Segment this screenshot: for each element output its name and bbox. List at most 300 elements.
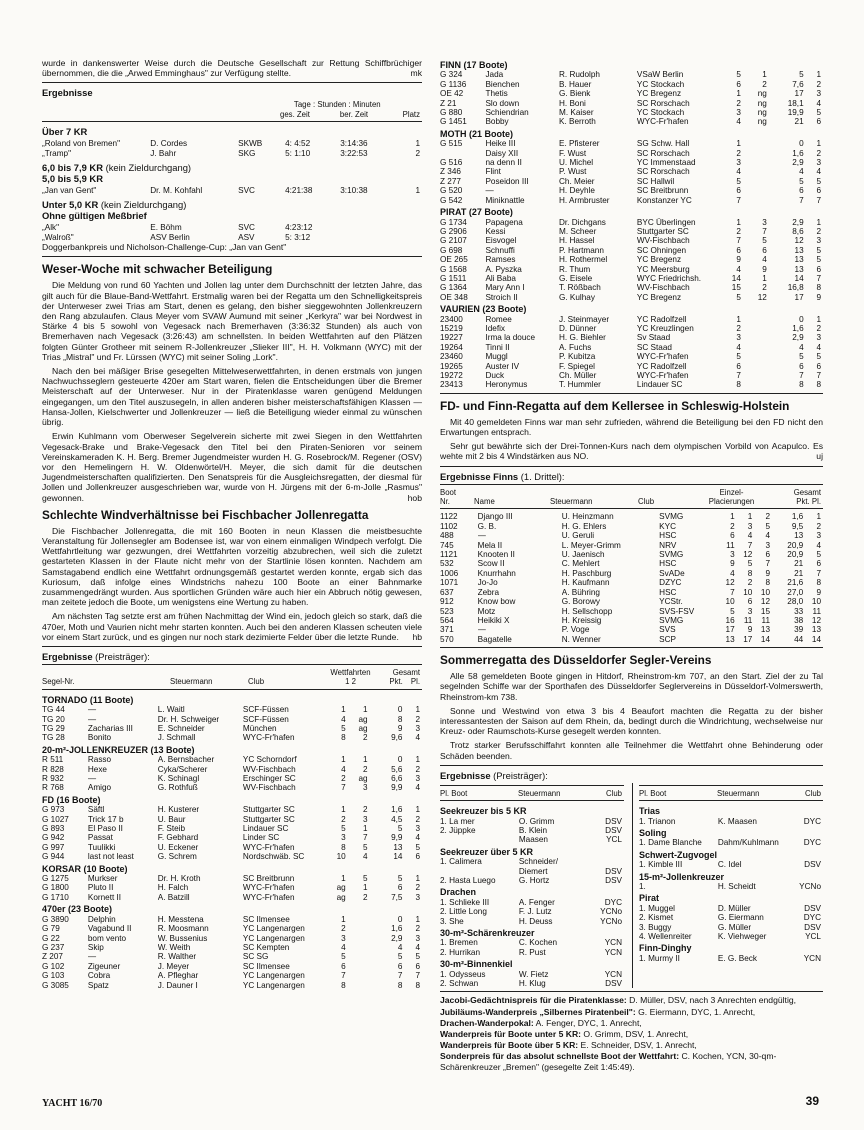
table-cell: 3 xyxy=(362,783,368,793)
class-header xyxy=(42,793,422,805)
prize-winner: D. Müller, DSV, nach 3 Anrechten endgültig, xyxy=(626,995,797,1006)
table-cell: 6 xyxy=(762,245,767,255)
table-cell: F. J. Lutz xyxy=(518,907,552,917)
table-row xyxy=(440,333,823,342)
table-cell xyxy=(743,167,769,176)
table-cell: 3 xyxy=(747,521,753,531)
table-cell: 1 xyxy=(816,70,821,80)
table-cell: 371 xyxy=(440,625,454,635)
table-cell: C. Mehlert xyxy=(561,559,600,569)
table-cell: 1,6 xyxy=(391,924,403,934)
table-cell: Pluto II xyxy=(87,883,114,893)
table-row xyxy=(440,898,624,907)
table-cell: YC Langenargen xyxy=(242,933,305,943)
table-cell: 2 xyxy=(362,764,368,774)
table-cell: 2 xyxy=(736,323,741,333)
table-cell: 1. xyxy=(639,882,646,891)
table-row xyxy=(440,559,823,568)
table-cell: SC Rorschach xyxy=(636,98,690,108)
table-cell: 3 xyxy=(816,89,821,99)
table-cell: 1121 xyxy=(440,550,458,560)
table-cell: 30-m²-Schärenkreuzer xyxy=(440,928,535,939)
table-cell: 6 xyxy=(816,361,821,371)
table-cell: H. Klug xyxy=(518,979,546,989)
table-cell: G 515 xyxy=(440,139,463,149)
table-cell: TG 20 xyxy=(42,714,65,724)
table-cell: HSC xyxy=(659,559,677,569)
table-cell: W. Bussenius xyxy=(157,933,208,943)
table-cell: 7 xyxy=(736,371,741,380)
table-cell: 16,8 xyxy=(787,283,804,293)
table-cell: 570 xyxy=(440,634,454,644)
table-cell: 7 xyxy=(415,971,420,981)
table-cell: SG Schw. Hall xyxy=(636,139,690,149)
table-cell: M. Kaiser xyxy=(559,108,594,118)
table-cell: 8 xyxy=(765,578,771,588)
intro-text: wurde in dankenswerter Weise durch die Deutsche Gesellschaft zur Rettung Schiffbrüchiger übernommen, die die „Arwed Emminghaus" zur Verfügung stellte. mk xyxy=(42,58,422,79)
table-cell: — xyxy=(87,952,97,962)
table-cell: H. Kusterer xyxy=(157,805,200,815)
table-cell: Dr. H. Schweiger xyxy=(157,714,220,724)
table-cell: 4 xyxy=(765,531,771,541)
table-cell: 4:23:12 xyxy=(285,223,313,233)
table-cell: Zebra xyxy=(477,587,500,597)
table-cell: NRV xyxy=(659,540,677,550)
table-cell: 9 xyxy=(765,568,771,578)
finn-header: Boot Einzel- Gesamt Nr. Name Steuermann Club Placierungen Pkt. Pl. xyxy=(440,487,821,507)
table-cell: 19264 xyxy=(440,342,463,352)
table-cell: 17 xyxy=(725,625,735,635)
table-cell: Knooten II xyxy=(477,550,515,560)
table-cell: 8 xyxy=(799,380,804,390)
prize-item xyxy=(440,1007,823,1017)
table-row xyxy=(42,783,422,792)
table-row xyxy=(440,177,823,186)
prize-item xyxy=(440,995,823,1005)
table-cell: YC Radolfzell xyxy=(636,314,687,324)
table-row xyxy=(440,979,624,988)
class-header xyxy=(440,845,624,857)
table-row xyxy=(440,167,823,176)
table-cell: U. Michel xyxy=(559,158,594,168)
class-header xyxy=(639,826,823,838)
table-cell: G. Borowy xyxy=(561,597,600,607)
table-cell: Ch. Müller xyxy=(559,371,597,380)
table-cell xyxy=(592,857,624,866)
table-row xyxy=(42,924,422,933)
table-cell: WYC-Fr'hafen xyxy=(242,892,295,902)
table-cell: ag xyxy=(358,723,368,733)
table-row xyxy=(440,274,823,283)
table-cell: A. Bühring xyxy=(561,587,600,597)
table-cell: Kessi xyxy=(485,226,506,236)
table-cell: G 1800 xyxy=(42,883,69,893)
table-cell: 6 xyxy=(747,597,753,607)
table-cell: 7,5 xyxy=(391,892,403,902)
table-cell: 1 xyxy=(362,824,368,834)
page-number: 39 xyxy=(805,1094,819,1108)
table-cell: SC Hallwil xyxy=(636,176,675,186)
table-cell: 1 xyxy=(415,914,420,924)
table-cell: PIRAT (27 Boote) xyxy=(440,207,513,218)
table-cell: SC Ilmensee xyxy=(242,961,290,971)
table-cell: 2 xyxy=(730,521,735,531)
table-cell: DSV xyxy=(605,825,622,835)
table-cell: 4 xyxy=(362,852,368,862)
table-row xyxy=(639,817,823,826)
table-cell: 7 xyxy=(341,971,346,981)
table-cell: 11 xyxy=(743,615,753,625)
table-cell: 5 xyxy=(736,70,741,80)
table-cell: 21 xyxy=(794,568,804,578)
table-cell: 2 xyxy=(415,814,420,824)
table-cell: ASV Berlin xyxy=(150,232,190,242)
table-cell: VAURIEN (23 Boote) xyxy=(440,304,527,315)
paragraph: Mit 40 gemeldeten Finns war man sehr zufrieden, während die Beteiligung bei den FD nicht den Erwartungen entsprach. xyxy=(440,416,823,438)
table-cell: Eisvogel xyxy=(485,236,517,246)
table-cell: 3 xyxy=(362,814,368,824)
table-cell: 2,9 xyxy=(792,217,804,227)
table-cell: 1 xyxy=(747,512,753,522)
table-cell: A. Fenger xyxy=(518,897,555,907)
table-cell: Zigeuner xyxy=(87,961,121,971)
table-cell: A. Fuchs xyxy=(559,342,592,352)
class-header xyxy=(440,58,823,70)
table-cell: 3 xyxy=(816,333,821,343)
table-cell: WYC-Fr'hafen xyxy=(636,117,689,127)
table-cell: 4 xyxy=(415,942,420,952)
table-cell: ng xyxy=(757,117,767,127)
table-row xyxy=(440,139,823,148)
table-cell: ng xyxy=(757,108,767,118)
table-row xyxy=(440,380,823,389)
table-row xyxy=(440,236,823,245)
table-cell: Papagena xyxy=(485,217,523,227)
table-cell: Dr. M. Kohfahl xyxy=(150,186,203,196)
table-row xyxy=(440,80,823,89)
table-cell: 15-m²-Jollenkreuzer xyxy=(639,871,725,882)
table-cell: R. Walther xyxy=(157,952,197,962)
table-cell: 2. Hasta Luego xyxy=(440,876,496,885)
table-row xyxy=(440,315,823,324)
table-cell: F. Steib xyxy=(157,824,186,834)
table-cell: 21 xyxy=(794,117,804,127)
table-row xyxy=(440,352,823,361)
table-row xyxy=(440,876,624,885)
paragraph: Trotz starker Berufsschiffahrt konnten alle Teilnehmer die Wettfahrt ohne Behinderung oder Schäden beenden. xyxy=(440,740,823,761)
table-cell: YCL xyxy=(805,932,821,942)
table-cell: YC Stockach xyxy=(636,79,685,89)
table-row xyxy=(42,805,422,814)
class-header xyxy=(42,693,422,705)
table-cell: last not least xyxy=(87,852,134,862)
table-cell: YC Radolfzell xyxy=(636,361,687,371)
table-cell: G 1027 xyxy=(42,814,69,824)
table-cell: SC SG xyxy=(242,952,269,962)
table-cell: Poseidon III xyxy=(485,176,529,186)
table-cell: 2 xyxy=(736,148,741,158)
table-cell: D. Dünner xyxy=(559,323,597,333)
class-header xyxy=(639,891,823,903)
table-row xyxy=(639,838,823,847)
table-row xyxy=(440,158,823,167)
table-cell: 8 xyxy=(816,380,821,390)
duesseldorf-results xyxy=(440,783,823,989)
table-cell: 5 xyxy=(730,606,735,616)
table-cell xyxy=(340,233,399,242)
table-cell: 2 xyxy=(736,226,741,236)
table-row xyxy=(42,139,422,148)
table-cell: 2 xyxy=(747,578,753,588)
table-cell xyxy=(399,233,422,242)
table-cell: 4 xyxy=(747,531,753,541)
table-cell: 5,6 xyxy=(391,764,403,774)
table-cell: 2 xyxy=(362,805,368,815)
table-cell: Nordschwäb. SC xyxy=(242,852,305,862)
table-cell xyxy=(743,177,769,186)
table-cell: Cobra xyxy=(87,971,111,981)
paragraph: Sehr gut bewährte sich der Drei-Tonnen-Kurs nach dem olympischen Vorbild von Acapulco. Es wehte mit 2 bis 4 Windstärken aus NO. uj xyxy=(440,441,823,462)
table-cell: 1 xyxy=(362,883,368,893)
table-cell: 13 xyxy=(811,625,821,635)
table-cell: F. Spiegel xyxy=(559,361,595,371)
article-title: FD- und Finn-Regatta auf dem Kellersee in Schleswig-Holstein xyxy=(440,398,790,413)
table-cell: 6 xyxy=(415,961,420,971)
table-row xyxy=(42,765,422,774)
table-cell: Daisy XII xyxy=(485,148,519,158)
table-cell: 3 xyxy=(415,933,420,943)
table-cell: 2. Kismet xyxy=(639,913,674,923)
paragraph: Erwin Kuhlmann vom Oberweser Segelverein sicherte mit zwei Siegen in den Wettfahrten Vegesack-Brake und Brake-Vegesack den Titel bei den Piraten-Senioren vor seinem Vereinskameraden K. H. Berg. Bremer Jugendmeister wurden H. G. Rosebrock/M. Regener (OSV) vor den Hemelingern H. W. Oldenwörtel/H. Meyer, die sich damit für die deutschen Jugendmeisterschaften qualifizierten. Den Senatspreis für die Ausgleichsregatten, der diesmal für Jollen und Jollenkreuzer ausgeschrieben war, wurde von H. Jürgens mit der 6-m-Jolle „Rasmus" gewonnen. hob xyxy=(42,431,422,503)
table-cell: YC Bregenz xyxy=(636,292,682,302)
table-cell: 5 xyxy=(799,352,804,362)
table-cell: Z 277 xyxy=(440,176,461,186)
table-cell xyxy=(340,223,399,232)
table-cell: Kornett II xyxy=(87,892,122,902)
table-cell: DZYC xyxy=(659,578,682,588)
table-cell: 4 xyxy=(816,540,821,550)
table-cell: F. Gebhard xyxy=(157,833,199,843)
table-cell: „Tramp" xyxy=(42,148,71,158)
table-cell: DSV xyxy=(605,866,622,876)
table-row xyxy=(440,371,823,380)
table-cell: G 1568 xyxy=(440,264,467,274)
table-cell: 7 xyxy=(736,236,741,246)
table-cell: 1 xyxy=(736,89,741,99)
table-cell: K. Schinagl xyxy=(157,774,200,784)
table-cell: Hexe xyxy=(87,764,107,774)
table-cell: 6 xyxy=(799,186,804,196)
prize-item xyxy=(440,1029,823,1039)
table-cell xyxy=(440,867,519,876)
class-header xyxy=(639,870,823,882)
results-header: Wettfahrten Gesamt Segel-Nr. Steuermann Club 1 2 Pkt. Pl. xyxy=(42,667,420,687)
table-cell: 7 xyxy=(762,226,767,236)
table-cell: TG 44 xyxy=(42,705,65,715)
table-cell: 2 xyxy=(415,764,420,774)
table-cell: 12 xyxy=(757,292,767,302)
table-cell: 15 xyxy=(760,606,771,616)
table-row xyxy=(440,907,624,916)
table-cell: HSC xyxy=(659,587,677,597)
table-cell: 3 xyxy=(816,531,821,541)
table-cell: 1 xyxy=(341,705,346,715)
table-row xyxy=(440,89,823,98)
table-cell: Heike III xyxy=(485,139,516,149)
table-cell: 4:21:38 xyxy=(285,186,313,196)
table-row xyxy=(440,343,823,352)
table-row xyxy=(440,835,624,844)
class-header xyxy=(42,862,422,874)
table-cell xyxy=(348,915,370,924)
table-cell: 21,6 xyxy=(787,578,804,588)
table-cell: 1122 xyxy=(440,512,458,522)
table-cell: U. Baur xyxy=(157,814,186,824)
table-cell: P. Wust xyxy=(559,167,587,177)
table-cell: YC Stockach xyxy=(636,108,685,118)
table-cell: 6 xyxy=(816,117,821,127)
table-cell: Zacharias III xyxy=(87,723,133,733)
table-cell: 3:14:36 xyxy=(340,139,368,149)
table-cell: DSV xyxy=(804,860,821,870)
table-cell: — xyxy=(477,625,486,635)
prize-name: Sonderpreis für das absolut schnellste Boot der Wettfahrt: xyxy=(440,1051,680,1062)
table-cell: Bienchen xyxy=(485,79,520,89)
prize-name: Jacobi-Gedächtnispreis für die Piratenklasse: xyxy=(440,995,627,1006)
table-cell: 1,6 xyxy=(391,805,403,815)
table-cell: 3. Buggy xyxy=(639,922,672,932)
table-cell: 1. Kimble III xyxy=(639,860,683,870)
table-cell: G 1734 xyxy=(440,217,467,227)
paragraph: Die Fischbacher Jollenregatta, die mit 160 Booten in neun Klassen die meistbesuchte Veranstaltung für Jollensegler am Bodensee ist, war von einem einmaligen Windpech verfolgt. Die Wettfahrtleitung war gezwungen, drei Wettfahrten vorzeitig abzubrechen, weil sich die zuletzt gestarteten Klassen in der Flaute nicht mehr von der Startlinie lösen konnten. Nachdem am Samstagabend endlich eine Wettfahrt ordnungsgemäß gestartet werden konnte, ergab sich das Kuriosum, daß infolge eines Windstrichs nahezu 100 Boote an einer Bahnmarke zusammengedrängt wurden. Aus sportlichen Gründen wäre auch hier ein Abbruch nötig gewesen, man zeitete jedoch die Boote, um wenigstens eine Wertung zu haben. xyxy=(42,525,422,608)
article-title: Schlechte Windverhältnisse bei Fischbacher Jollenregatta xyxy=(42,507,369,522)
table-cell: H. Paschburg xyxy=(561,568,612,578)
table-row xyxy=(639,923,823,932)
table-cell: Miniknattle xyxy=(485,195,525,205)
table-cell: H. Sellschopp xyxy=(561,606,613,616)
table-cell: 12 xyxy=(743,550,753,560)
table-cell: Schneider/ xyxy=(518,857,558,867)
table-cell: 1,6 xyxy=(792,148,804,158)
table-cell: 9,6 xyxy=(391,733,403,743)
table-cell: 523 xyxy=(440,606,454,616)
table-cell: WYC-Fr'hafen xyxy=(636,371,689,380)
table-cell: 12 xyxy=(725,578,735,588)
table-cell: 1. Odysseus xyxy=(440,969,486,979)
table-row xyxy=(440,218,823,227)
table-cell: Muggl xyxy=(485,352,508,362)
table-cell: 5 xyxy=(415,842,420,852)
table-row xyxy=(42,233,422,242)
table-cell: 1 xyxy=(415,705,420,715)
table-cell: 19227 xyxy=(440,333,463,343)
table-cell: 2. Little Long xyxy=(440,907,487,917)
table-cell: 3 xyxy=(415,824,420,834)
table-row xyxy=(42,952,422,961)
table-cell: 6 xyxy=(765,550,771,560)
table-cell: YCL xyxy=(606,835,622,845)
table-cell: 0 xyxy=(799,314,804,324)
table-cell: 20,9 xyxy=(787,550,804,560)
table-cell: L. Meyer-Grimm xyxy=(561,540,621,550)
footer-issue: YACHT 16/70 xyxy=(42,1098,103,1109)
table-cell: 7 xyxy=(397,971,403,981)
table-cell: 9 xyxy=(736,255,741,265)
table-cell: 3 xyxy=(415,892,420,902)
table-cell: G 22 xyxy=(42,933,60,943)
table-cell: 1. Schlieke III xyxy=(440,897,490,907)
table-cell: 23413 xyxy=(440,380,463,390)
table-cell: 6 xyxy=(341,961,346,971)
table-cell: YCN xyxy=(604,947,622,957)
table-cell: 1006 xyxy=(440,568,459,578)
table-cell: 19,9 xyxy=(787,108,804,118)
table-cell: SVS-FSV xyxy=(659,606,695,616)
table-cell xyxy=(743,139,769,148)
table-cell xyxy=(348,962,370,971)
table-row xyxy=(440,324,823,333)
table-cell: KORSAR (10 Boote) xyxy=(42,863,128,874)
table-cell: Stuttgarter SC xyxy=(242,805,295,815)
table-cell: 6 xyxy=(816,186,821,196)
table-cell: Ramses xyxy=(485,255,516,265)
prize-name: Wanderpreis für Boote unter 5 KR: xyxy=(440,1029,582,1040)
table-cell: DSV xyxy=(804,903,821,913)
table-cell: Ch. Meier xyxy=(559,176,595,186)
table-cell: 13 xyxy=(393,842,403,852)
table-cell: 4 xyxy=(341,942,346,952)
table-cell: 21 xyxy=(794,559,804,569)
table-cell: Dr. Dichgans xyxy=(559,217,606,227)
table-cell: YCStr. xyxy=(659,597,683,607)
table-cell: 1 xyxy=(816,512,821,522)
table-cell: E. Schneider xyxy=(157,723,205,733)
table-cell: Schiendrian xyxy=(485,108,529,118)
table-cell xyxy=(440,835,519,844)
table-cell: 2,9 xyxy=(792,333,804,343)
table-cell: 6 xyxy=(736,79,741,89)
table-cell: 1 xyxy=(415,186,420,196)
sub-header: Pl. Boot Steuermann Club xyxy=(440,788,622,798)
table-cell: Thetis xyxy=(485,89,508,99)
table-cell: G. Müller xyxy=(717,922,752,932)
table-cell: 2,9 xyxy=(391,933,403,943)
table-row xyxy=(440,265,823,274)
table-cell: C. Idel xyxy=(717,860,742,870)
table-row xyxy=(42,824,422,833)
table-cell: YCN xyxy=(604,938,622,948)
table-cell: 9 xyxy=(730,559,735,569)
table-cell: 5 xyxy=(736,292,741,302)
table-cell: 1. Calimera xyxy=(440,857,482,867)
table-cell: ag xyxy=(336,883,346,893)
table-cell: Soling xyxy=(639,827,667,838)
results-title: Ergebnisse (Preisträger): xyxy=(440,769,548,781)
table-cell: ag xyxy=(336,892,346,902)
table-cell: 1 xyxy=(415,139,420,149)
table-cell: 2. Hurrikan xyxy=(440,947,481,957)
table-cell: DYC xyxy=(803,838,821,848)
table-row xyxy=(440,255,823,264)
table-cell: Trias xyxy=(639,806,661,817)
class-header xyxy=(440,885,624,897)
table-cell: 7 xyxy=(816,568,821,578)
table-cell: 39 xyxy=(794,625,804,635)
table-cell: bom vento xyxy=(87,933,127,943)
table-cell xyxy=(743,352,769,361)
table-row xyxy=(42,943,422,952)
table-cell: G 880 xyxy=(440,108,463,118)
